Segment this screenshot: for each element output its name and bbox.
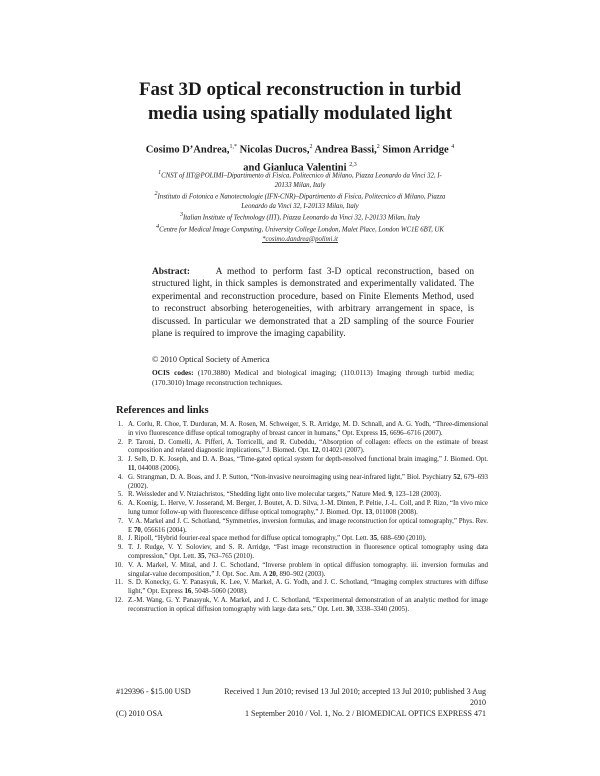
- references-heading: References and links: [116, 405, 209, 416]
- reference-number: 4.: [117, 473, 123, 481]
- reference-text: A. Koenig, L. Herve, V. Josserand, M. Berger, J. Boutet, A. D. Silva, J.-M. Dinten, P. Peltie, J.-L. Coll, and P. Rizo, “In vivo mice lung tumor follow-up with fluorescence diffuse optical tomography,” J. Biomed. Opt. 13, 011008 (2008).: [128, 500, 488, 516]
- reference-text: A. Corlu, R. Choe, T. Durduran, M. A. Rosen, M. Schweiger, S. R. Arridge, M. D. Schnall, and A. G. Yodh, “Three-dimensional in vivo fluorescence diffuse optical tomography of breast cancer in humans,” Opt. Express 15, 6696–6716 (2007).: [128, 421, 488, 437]
- footer-received: Received 1 Jun 2010; revised 13 Jul 2010; accepted 13 Jul 2010; published 3 Aug 2010: [224, 687, 486, 707]
- reference-text: J. Ripoll, “Hybrid fourier-real space method for diffuse optical tomography,” Opt. Lett. 35, 688–690 (2010).: [128, 535, 427, 543]
- reference-text: S. D. Konecky, G. Y. Panasyuk, K. Lee, V. Markel, A. G. Yodh, and J. C. Schotland, “Imaging complex structures with diffuse light,” Opt. Express 16, 5048–5060 (2008).: [128, 579, 488, 596]
- reference-item: [108, 518, 488, 536]
- reference-item: [108, 456, 488, 474]
- reference-item: [108, 562, 488, 580]
- reference-text: G. Strangman, D. A. Boas, and J. P. Sutton, “Non-invasive neuroimaging using near-infrared light,” Biol. Psychiatry 52, 679–693 (2002).: [128, 473, 489, 490]
- reference-item: [108, 544, 488, 562]
- reference-number: 5.: [117, 491, 123, 499]
- ocis-codes: [152, 368, 474, 387]
- reference-item: [108, 579, 488, 597]
- reference-number: 8.: [117, 535, 123, 543]
- affiliations: [150, 169, 450, 244]
- reference-number: 11.: [114, 579, 123, 587]
- ocis-label: OCIS codes:: [152, 368, 194, 377]
- reference-item: [108, 439, 488, 457]
- title-line-2: media using spatially modulated light: [147, 103, 453, 124]
- affiliation-2: $^2$Instituto di Fotonica e Nanotecnologie (IFN-CNR)–Dipartimento di Fisica, Politecnico di Milano, Piazza Leonardo da Vinci 32, I-20133 Milan, Italy: [154, 191, 446, 210]
- page-footer: [116, 686, 486, 719]
- references-list: [108, 421, 488, 615]
- reference-text: P. Taroni, D. Comelli, A. Pifferi, A. Torricelli, and R. Cubeddu, “Absorption of collagen: effects on the estimate of breast composition and related diagnostic implications,” J. Biomed. Opt. 12, 014021 (2007).: [128, 438, 488, 455]
- reference-text: R. Weissleder and V. Ntziachristos, “Shedding light onto live molecular targets,” Nature Med. 9, 123–128 (2003).: [128, 491, 442, 499]
- affiliation-3: $^3$Italian Institute of Technology (IIT), Piazza Leonardo da Vinci 32, I-20133 Milan, Italy: [179, 212, 421, 222]
- reference-number: 12.: [114, 596, 123, 604]
- reference-number: 7.: [117, 517, 123, 525]
- copyright-notice: © 2010 Optical Society of America: [152, 355, 270, 364]
- title-line-1: Fast 3D optical reconstruction in turbid: [138, 79, 462, 100]
- reference-text: J. Selb, D. K. Joseph, and D. A. Boas, “Time-gated optical system for depth-resolved functional brain imaging,” J. Biomed. Opt. 11, 044008 (2006).: [128, 456, 488, 472]
- reference-item: [108, 535, 488, 544]
- reference-number: 6.: [117, 500, 123, 508]
- footer-journal: 1 September 2010 / Vol. 1, No. 2 / BIOMEDICAL OPTICS EXPRESS 471: [245, 709, 486, 718]
- abstract: [152, 266, 474, 340]
- reference-text: V. A. Markel, V. Mital, and J. C. Schotland, “Inverse problem in optical diffusion tomography. iii. inversion formulas and singular-value decomposition,” J. Opt. Soc. Am. A 20, 890–902 (2003).: [128, 561, 488, 578]
- reference-number: 10.: [114, 561, 123, 569]
- reference-number: 3.: [117, 456, 123, 464]
- reference-number: 1.: [117, 421, 123, 428]
- reference-item: [108, 474, 488, 492]
- author-line-1: Cosimo D’Andrea,$^{1,*}$ Nicolas Ducros,$^2$ Andrea Bassi,$^2$ Simon Arridge $^4$: [145, 144, 455, 156]
- reference-item: [108, 421, 488, 439]
- footer-osa: (C) 2010 OSA: [116, 709, 163, 718]
- author-line-2: and Gianluca Valentini $^{2,3}$: [243, 161, 357, 173]
- reference-item: [108, 491, 488, 500]
- reference-item: [108, 597, 488, 615]
- affiliation-4: $^4$Centre for Medical Image Computing, University College London, Malet Place, London WC1E 6BT, UK: [156, 223, 444, 234]
- corresponding-email-link[interactable]: *cosimo.dandrea@polimi.it: [262, 235, 338, 243]
- reference-item: [108, 500, 488, 518]
- footer-article-id: #129396 - $15.00 USD: [116, 687, 191, 696]
- paper-title: [100, 78, 500, 126]
- abstract-text: A method to perform fast 3-D optical reconstruction, based on structured light, in thick samples is demonstrated and experimentally validated. The experimental and reconstruction procedure, based on Finite Elements Method, used to reconstruct absorbing heterogeneities, with arbitrary arrangement in space, is discussed. In particular we demonstrated that a 2D sampling of the source Fourier plane is required to improve the imaging capability.: [152, 267, 475, 340]
- reference-text: T. J. Rudge, V. Y. Soloviev, and S. R. Arridge, “Fast image reconstruction in fluoresence optical tomography using data compression,” Opt. Lett. 35, 763–765 (2010).: [128, 544, 488, 560]
- affiliation-1: $^1$CNST of IIT@POLIMI–Dipartimento di Fisica, Politecnico di Milano, Piazza Leonardo da Vinci 32, I-20133 Milan, Italy: [158, 170, 442, 189]
- reference-text: Z.-M. Wang, G. Y. Panasyuk, V. A. Markel, and J. C. Schotland, “Experimental demonstration of an analytic method for image reconstruction in optical diffusion tomography with large data sets,” Opt. Lett. 30, 3338–3340 (2005).: [128, 596, 488, 613]
- reference-number: 2.: [117, 438, 123, 446]
- reference-text: V. A. Markel and J. C. Schotland, “Symmetries, inversion formulas, and image reconstruction for optical tomography,” Phys. Rev. E 70, 056616 (2004).: [128, 517, 488, 534]
- ocis-text: (170.3880) Medical and biological imaging; (110.0113) Imaging through turbid media; (170.3010) Image reconstruction techniques.: [152, 368, 474, 387]
- abstract-label: Abstract:: [152, 267, 191, 277]
- reference-number: 9.: [117, 544, 123, 552]
